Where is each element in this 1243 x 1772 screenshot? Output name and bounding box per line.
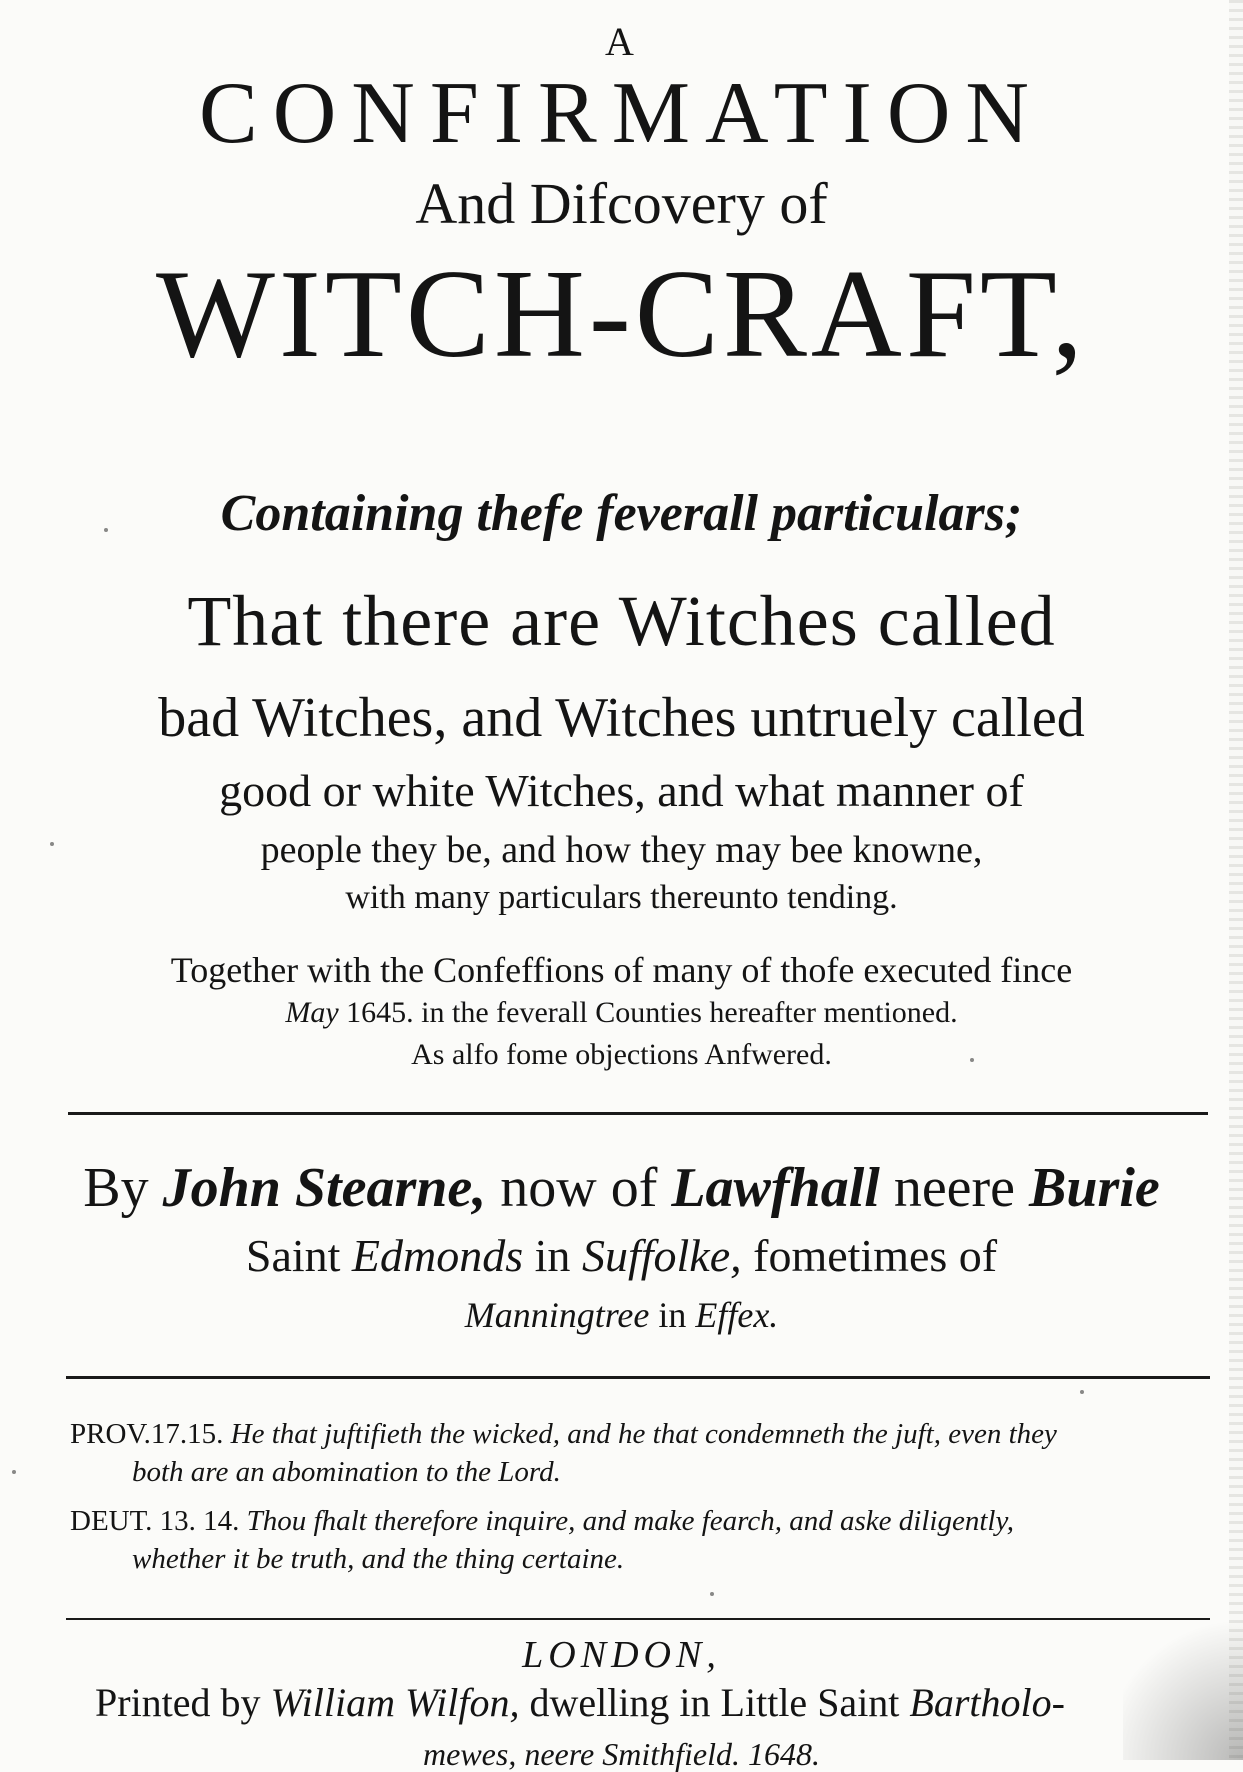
author-line-1	[0, 1157, 1243, 1219]
page-edge-shadow	[1229, 0, 1243, 1760]
ink-speck	[970, 1058, 974, 1062]
together-line-3: As alfo fome objections Anfwered.	[411, 1038, 832, 1071]
imprint-bartholo: Bartholo-	[909, 1680, 1065, 1725]
scripture-deut-line-1	[70, 1507, 1210, 1536]
scripture-deut-text: Thou fhalt therefore inquire, and make fearch, and aske diligently,	[246, 1505, 1014, 1537]
imprint-dwelling: dwelling in Little Saint	[529, 1680, 900, 1725]
scripture-prov-text: He that juftifieth the wicked, and he that condemneth the juft, even they	[230, 1418, 1057, 1450]
author-essex: Effex.	[695, 1295, 779, 1335]
subtitle-containing: Containing thefe feverall particulars;	[220, 485, 1023, 542]
divider-rule	[68, 1112, 1208, 1115]
scripture-prov-ref: PROV.17.15.	[70, 1418, 224, 1450]
author-in-2: in	[658, 1295, 687, 1335]
title-and-discovery: And Difcovery of	[415, 171, 828, 236]
title-witchcraft: WITCH-CRAFT,	[155, 245, 1088, 384]
author-manningtree: Manningtree	[464, 1295, 650, 1335]
particulars-line: bad Witches, and Witches untruely called	[158, 687, 1085, 749]
scripture-deut-line-2: whether it be truth, and the thing certaine.	[132, 1543, 625, 1575]
title-confirmation: CONFIRMATION	[199, 65, 1044, 162]
author-line-2	[0, 1230, 1243, 1281]
scripture-deut-ref: DEUT. 13. 14.	[70, 1505, 240, 1537]
ink-speck	[710, 1592, 714, 1596]
together-line-1: Together with the Confeffions of many of thofe executed fince	[170, 950, 1073, 990]
author-place-lawshall: Lawfhall	[671, 1157, 880, 1219]
imprint-city: LONDON,	[522, 1634, 721, 1676]
author-name: John Stearne,	[162, 1157, 487, 1219]
author-edmonds: Edmonds	[351, 1230, 524, 1281]
author-now-of: now of	[500, 1157, 658, 1219]
scripture-prov-line-1	[70, 1420, 1210, 1449]
together-date: May	[285, 996, 339, 1029]
together-rest: 1645. in the feverall Counties hereafter mentioned.	[346, 996, 958, 1029]
particulars-line: good or white Witches, and what manner of	[219, 765, 1024, 816]
particulars-line: That there are Witches called	[187, 581, 1056, 661]
together-line-2	[0, 998, 1243, 1028]
imprint-printed-by: Printed by	[95, 1680, 261, 1725]
imprint-line-1	[95, 1680, 1243, 1725]
title-article: A	[605, 19, 638, 64]
author-place-burie: Burie	[1029, 1157, 1160, 1219]
author-line-3	[0, 1297, 1243, 1333]
ink-speck	[104, 528, 108, 532]
author-saint: Saint	[245, 1230, 341, 1281]
author-by: By	[83, 1157, 149, 1219]
ink-speck	[50, 842, 54, 846]
divider-rule	[66, 1376, 1210, 1379]
imprint-printer: William Wilfon,	[270, 1680, 520, 1725]
divider-rule	[66, 1618, 1210, 1620]
author-sometimes-of: fometimes of	[753, 1230, 998, 1281]
ink-speck	[1080, 1390, 1084, 1394]
page-corner-stain	[1123, 1600, 1243, 1760]
particulars-line: people they be, and how they may bee knowne,	[260, 829, 983, 871]
imprint-line-2: mewes, neere Smithfield. 1648.	[423, 1736, 820, 1772]
particulars-line: with many particulars thereunto tending.	[345, 879, 898, 916]
ink-speck	[12, 1470, 16, 1474]
author-neere: neere	[893, 1157, 1016, 1219]
author-suffolke: Suffolke,	[581, 1230, 742, 1281]
author-in: in	[534, 1230, 571, 1281]
scripture-prov-line-2: both are an abomination to the Lord.	[132, 1456, 561, 1488]
